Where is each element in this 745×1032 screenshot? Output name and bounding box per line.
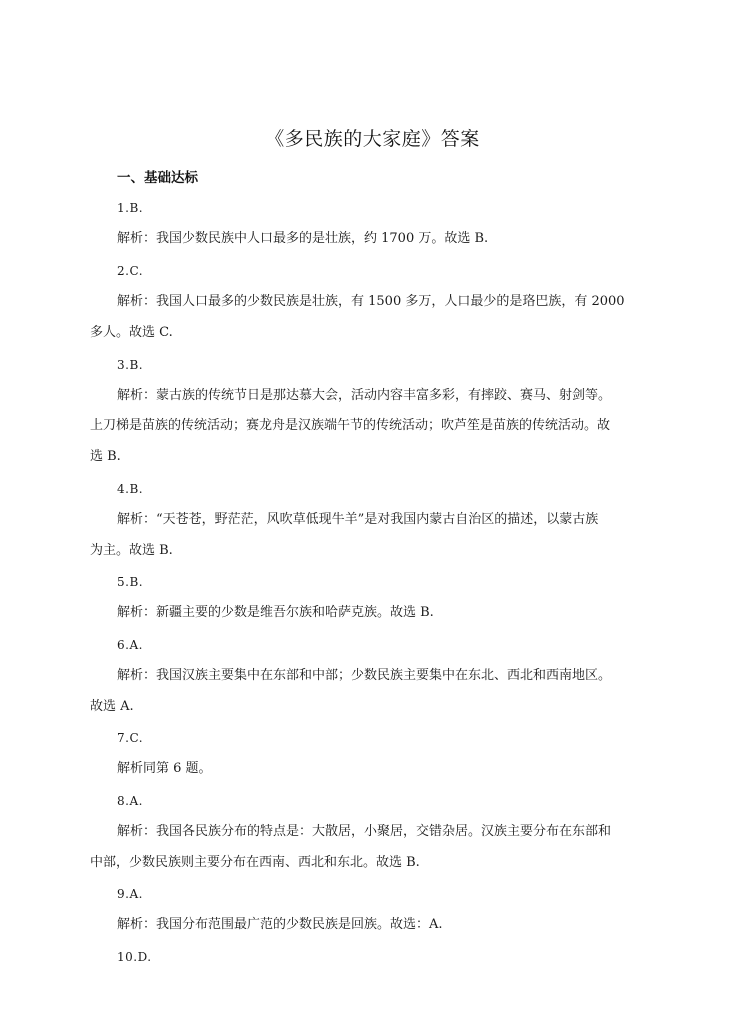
explanation-5-line-1: 解析：新疆主要的少数是维吾尔族和哈萨克族。故选 B. xyxy=(117,605,434,620)
section-heading: 一、基础达标 xyxy=(117,170,198,186)
answer-number-5: 5.B. xyxy=(117,575,144,589)
explanation-6-line-1: 解析：我国汉族主要集中在东部和中部；少数民族主要集中在东北、西北和西南地区。 xyxy=(117,668,612,683)
answer-number-4: 4.B. xyxy=(117,482,144,496)
explanation-8-line-1: 解析：我国各民族分布的特点是：大散居，小聚居，交错杂居。汉族主要分布在东部和 xyxy=(117,824,612,839)
explanation-3-line-2: 上刀梯是苗族的传统活动；赛龙舟是汉族端午节的传统活动；吹芦笙是苗族的传统活动。故 xyxy=(90,418,611,433)
answer-number-10: 10.D. xyxy=(117,950,152,964)
explanation-3-line-3: 选 B. xyxy=(90,449,121,464)
explanation-8-line-2: 中部，少数民族则主要分布在西南、西北和东北。故选 B. xyxy=(90,855,420,870)
explanation-2-line-1: 解析：我国人口最多的少数民族是壮族，有 1500 多万，人口最少的是珞巴族，有 2000 xyxy=(117,294,625,309)
answer-number-8: 8.A. xyxy=(117,794,143,808)
answer-number-3: 3.B. xyxy=(117,358,144,372)
explanation-1-line-1: 解析：我国少数民族中人口最多的是壮族，约 1700 万。故选 B. xyxy=(117,231,489,246)
explanation-9-line-1: 解析：我国分布范围最广范的少数民族是回族。故选：A. xyxy=(117,917,443,932)
explanation-3-line-1: 解析：蒙古族的传统节日是那达慕大会，活动内容丰富多彩，有摔跤、赛马、射剑等。 xyxy=(117,388,612,403)
answer-number-9: 9.A. xyxy=(117,887,143,901)
answer-number-6: 6.A. xyxy=(117,638,143,652)
answer-number-7: 7.C. xyxy=(117,731,144,745)
explanation-2-line-2: 多人。故选 C. xyxy=(90,325,173,340)
answer-number-2: 2.C. xyxy=(117,264,144,278)
document-title: 《多民族的大家庭》答案 xyxy=(265,128,480,150)
explanation-7-line-1: 解析同第 6 题。 xyxy=(117,761,212,776)
answer-number-1: 1.B. xyxy=(117,201,144,215)
explanation-4-line-2: 为主。故选 B. xyxy=(90,543,173,558)
explanation-4-line-1: 解析：“天苍苍，野茫茫，风吹草低现牛羊”是对我国内蒙古自治区的描述，以蒙古族 xyxy=(117,512,599,527)
explanation-6-line-2: 故选 A. xyxy=(90,699,134,714)
